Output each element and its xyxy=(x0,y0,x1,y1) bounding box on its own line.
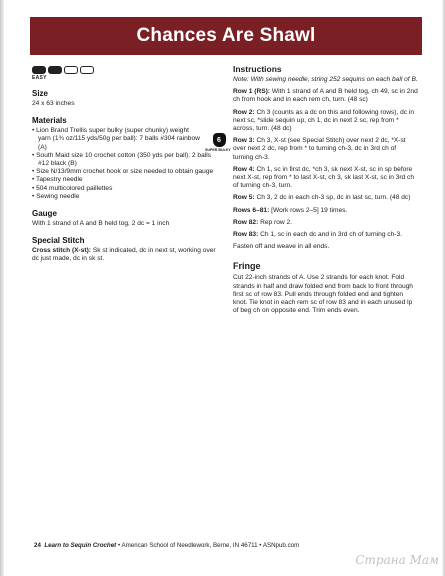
row-text: Ch 3, 2 dc in each ch-3 sp, dc in last sc, turn. (48 dc) xyxy=(256,194,411,202)
row-label: Row 5: xyxy=(233,194,255,202)
gauge-text: With 1 strand of A and B held tog, 2 dc = 1 inch xyxy=(32,220,170,228)
row-text: Rep row 2. xyxy=(260,218,293,226)
materials-item: • Lion Brand Trellis super bulky (super chunky) weight yarn (1¾ oz/115 yds/50g per ball): 7 balls #304 rainbow (A) xyxy=(32,127,217,152)
materials-item: • Sewing needle xyxy=(32,193,217,201)
special-stitch-name: Cross stitch (X-st): xyxy=(32,247,91,255)
title-banner xyxy=(30,17,422,55)
materials-item: • 504 multicolored paillettes xyxy=(32,185,217,193)
special-stitch-text xyxy=(32,247,217,263)
difficulty-meter xyxy=(32,66,217,74)
row-label: Row 4: xyxy=(233,165,255,173)
size-heading: Size xyxy=(32,89,49,98)
difficulty-pip-3 xyxy=(64,66,78,74)
page-title: Chances Are Shawl xyxy=(136,25,316,46)
footer-book-title: Learn to Sequin Crochet xyxy=(44,542,117,549)
difficulty-label: EASY xyxy=(32,75,47,81)
row-label: Row 3: xyxy=(233,137,255,145)
fringe-heading: Fringe xyxy=(233,261,261,272)
materials-item: • Size N/13/9mm crochet hook or size needed to obtain gauge xyxy=(32,168,217,176)
page-number: 24 xyxy=(34,542,41,549)
row-label: Row 1 (RS): xyxy=(233,88,270,96)
difficulty-pip-2 xyxy=(48,66,62,74)
row-text: Ch 3 (counts as a dc on this and following rows), dc in next sc, *slide sequin up, ch 1, dc in next 2 sc, rep from * across, turn. (48 dc) xyxy=(233,108,415,133)
instructions-closing: Fasten off and weave in all ends. xyxy=(233,243,330,251)
row-text: Ch 1, sc in first dc, *ch 3, sk next X-st, sc in sp before next X-st, rep from * to last X-st, ch 3, sk last X-st, sc in 3rd ch of turning ch-3, turn. xyxy=(233,165,415,190)
instruction-row xyxy=(233,137,418,162)
row-label: Row 2: xyxy=(233,108,255,116)
difficulty-pip-4 xyxy=(80,66,94,74)
instruction-row xyxy=(233,219,418,227)
instruction-row xyxy=(233,231,418,239)
row-label: Row 82: xyxy=(233,218,259,226)
row-text: With 1 strand of A and B held tog, ch 49, sc in 2nd ch from hook and in each rem ch, turn. (48 sc) xyxy=(233,88,418,104)
row-label: Rows 6–81: xyxy=(233,206,270,214)
materials-block xyxy=(32,127,231,201)
row-text: Ch 3, X-st (see Special Stitch) over next 2 dc, *X-st over next 2 dc, rep from * to turning ch-3, dc in 3rd ch of turning ch-3. xyxy=(233,137,406,161)
instruction-row xyxy=(233,194,418,202)
instruction-rows xyxy=(233,88,418,239)
materials-item: • Tapestry needle xyxy=(32,176,217,184)
materials-heading: Materials xyxy=(32,116,67,126)
page-footer xyxy=(34,542,299,549)
yarn-skein-icon: 6 xyxy=(213,133,226,147)
left-column xyxy=(32,64,231,264)
yarn-weight-label: SUPER BULKY xyxy=(205,148,231,153)
instruction-row xyxy=(233,166,418,191)
footer-publisher: • American School of Needlework, Berne, IN 46711 • ASNpub.com xyxy=(117,542,300,549)
instruction-row xyxy=(233,109,418,134)
fringe-text: Cut 22-inch strands of A. Use 2 strands for each knot. Fold strands in half and draw folded end from back to front through first sc of row 83. Pull ends through folded end and tighten knot. Tie knot in each rem sc of row 83 and in each unused lp of beg ch on opposite end. Trim ends even. xyxy=(233,274,413,315)
instruction-row xyxy=(233,88,418,104)
instructions-heading: Instructions xyxy=(233,64,282,74)
special-stitch-heading: Special Stitch xyxy=(32,236,85,246)
difficulty-pip-1 xyxy=(32,66,46,74)
gauge-heading: Gauge xyxy=(32,209,57,219)
instructions-note: Note: With sewing needle, string 252 sequins on each ball of B. xyxy=(233,76,418,83)
watermark-text: Страна Мам xyxy=(355,553,439,567)
special-stitch-desc: Sk st indicated, dc in next st, working over dc just made, dc in sk st. xyxy=(32,247,216,263)
size-text: 24 x 63 inches xyxy=(32,100,75,107)
yarn-weight-icon xyxy=(205,133,231,153)
page-edge-left xyxy=(0,0,4,576)
instruction-row xyxy=(233,207,418,215)
row-label: Row 83: xyxy=(233,231,259,239)
right-column xyxy=(233,64,418,319)
row-text: [Work rows 2–5] 19 times. xyxy=(271,206,348,214)
materials-item: • South Maid size 10 crochet cotton (350 yds per ball): 2 balls #12 black (B) xyxy=(32,152,217,168)
materials-list xyxy=(32,127,217,201)
row-text: Ch 1, sc in each dc and in 3rd ch of turning ch-3. xyxy=(260,231,402,239)
